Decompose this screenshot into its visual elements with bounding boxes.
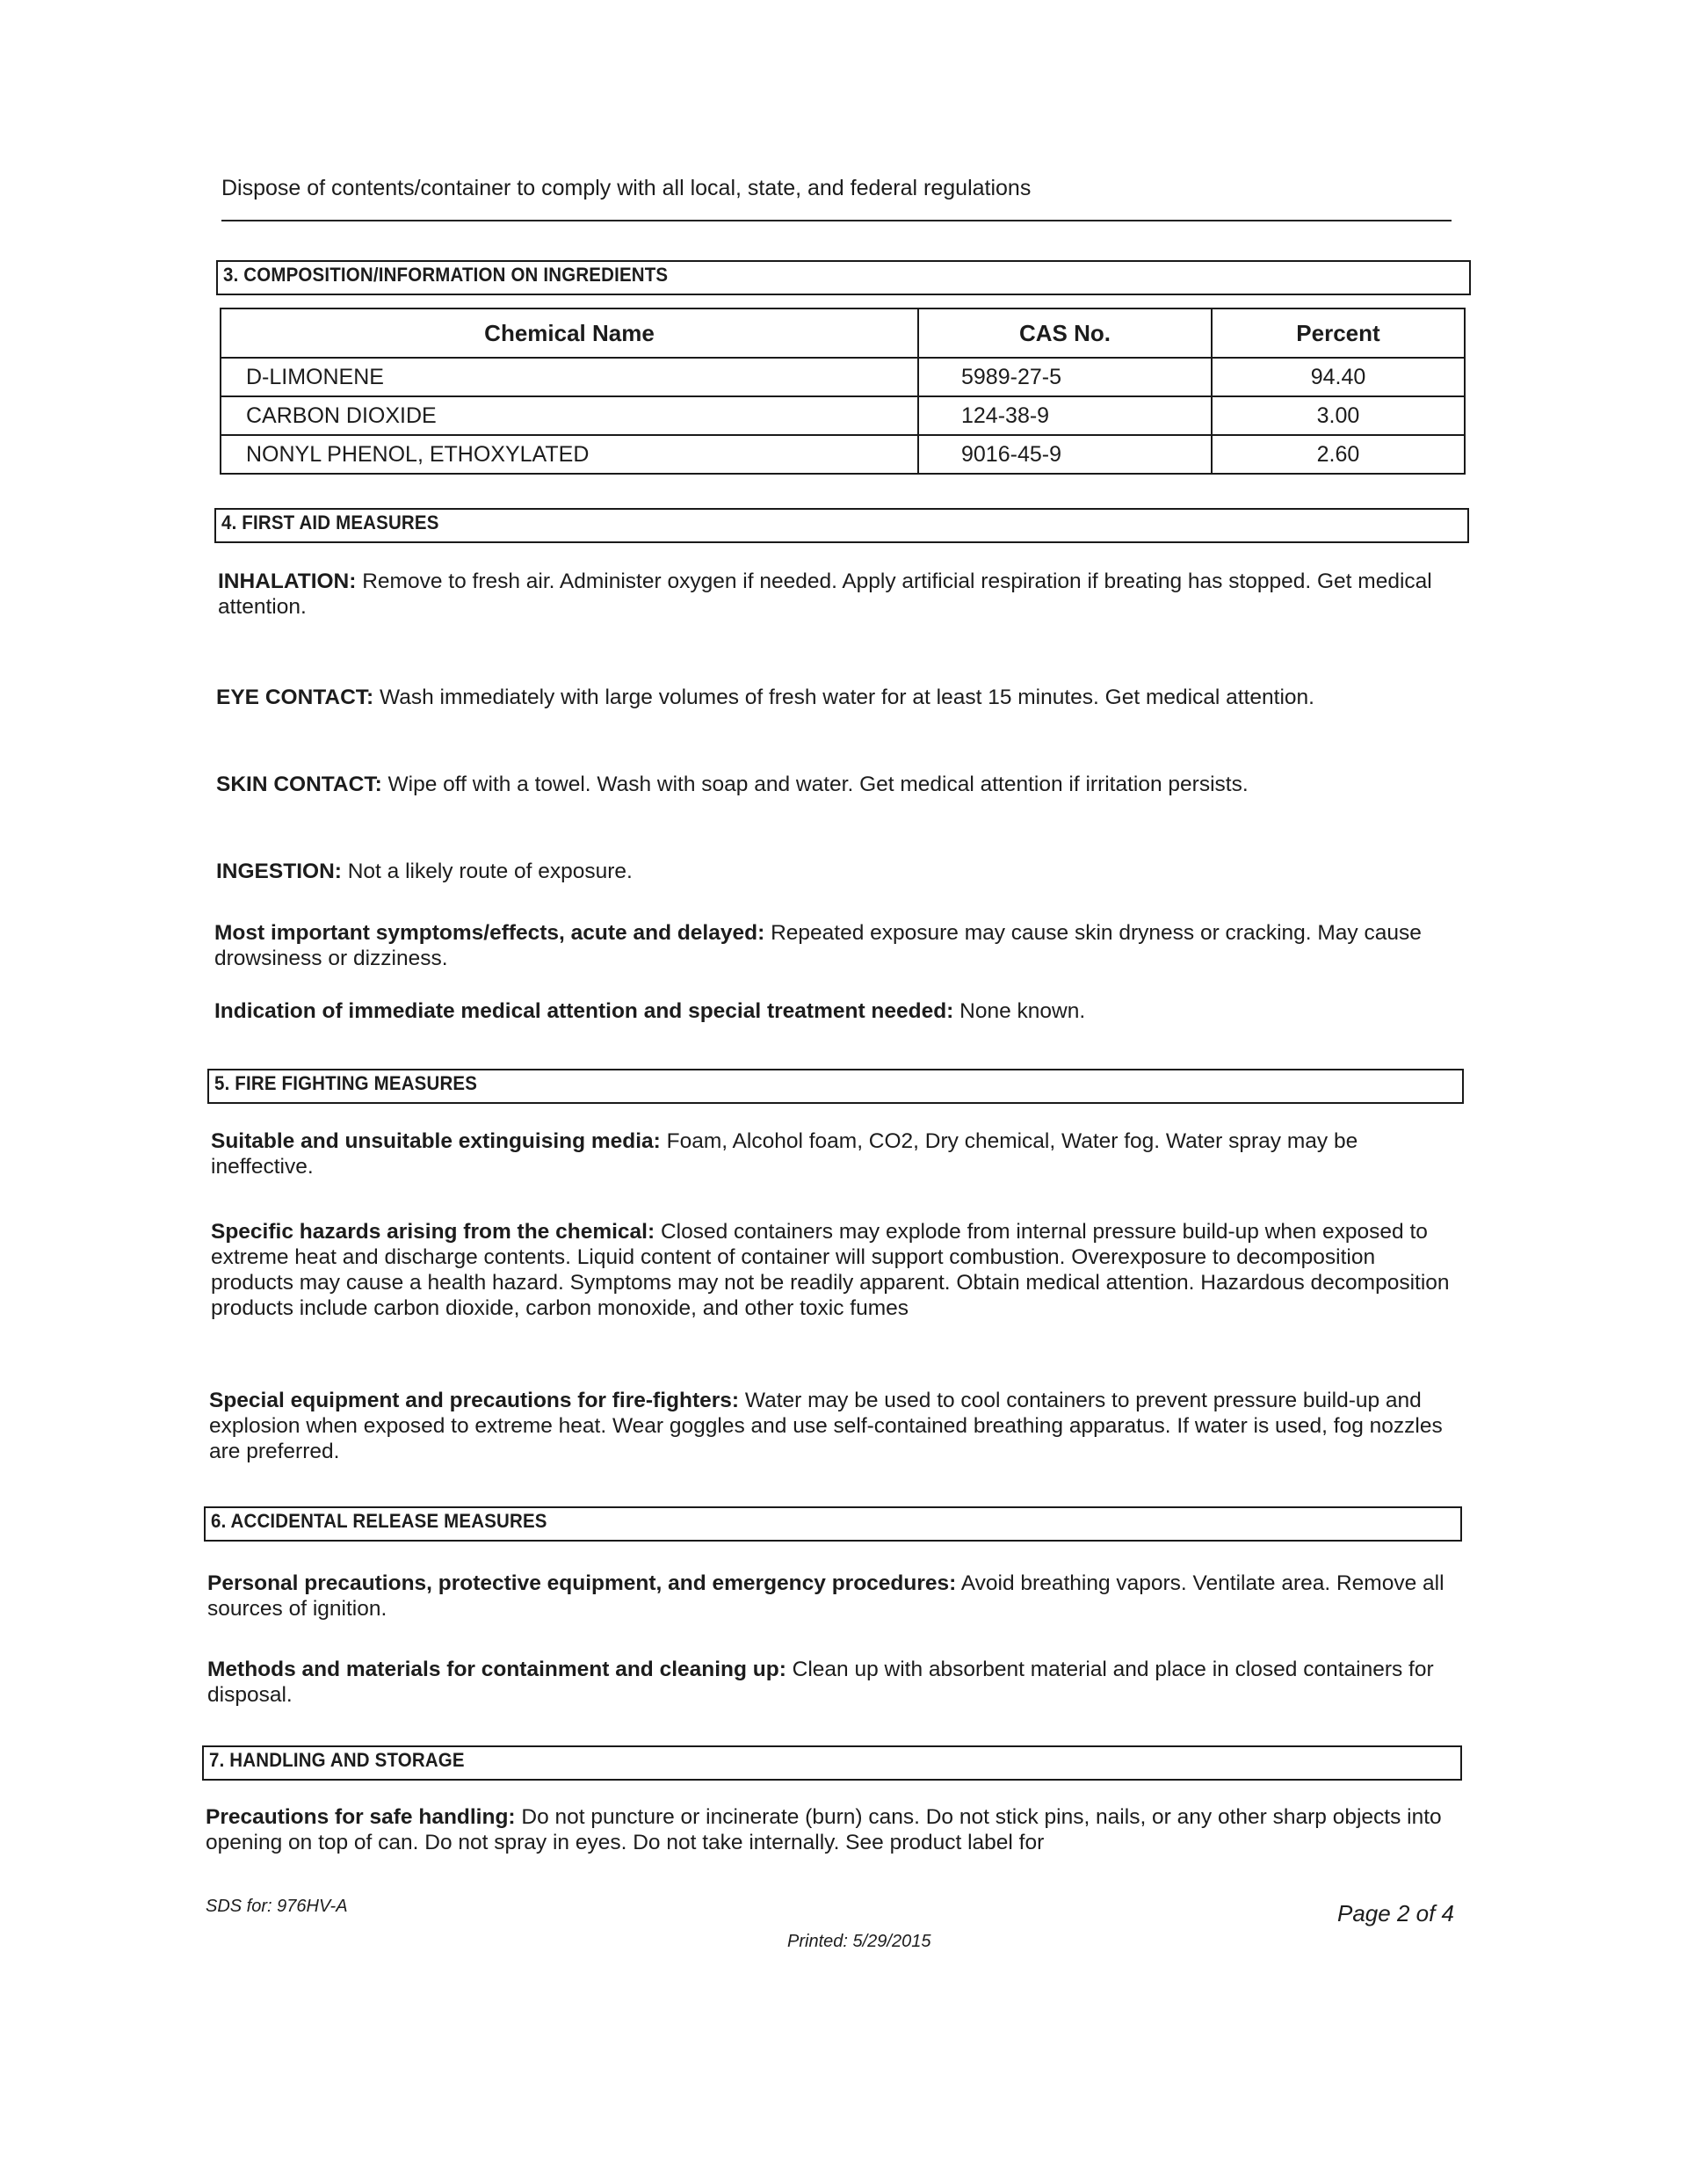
cas-number-cell: 9016-45-9 [918, 435, 1212, 474]
extinguishing-media-paragraph [211, 1128, 1459, 1179]
percent-cell: 3.00 [1212, 396, 1465, 435]
specific-hazards-text: Closed containers may explode from internal pressure build-up when exposed to extreme heat and discharge contents. Liquid content of container will support combustion. Overexposure to decomposition products may cause a health hazard. Symptoms may not be readily apparent. Obtain medical attention. Hazardous decomposition products include carbon dioxide, carbon monoxide, and other toxic fumes [211, 1220, 1450, 1320]
eye-contact-paragraph [216, 685, 1464, 710]
symptoms-paragraph [214, 920, 1462, 971]
column-header-cas-no: CAS No. [918, 308, 1212, 358]
ingestion-text: Not a likely route of exposure. [347, 860, 633, 883]
containment-methods-label: Methods and materials for containment and cleaning up: [207, 1658, 786, 1681]
section-3-header [216, 260, 1471, 295]
percent-cell: 2.60 [1212, 435, 1465, 474]
section-6-title: 6. ACCIDENTAL RELEASE MEASURES [211, 1510, 547, 1532]
specific-hazards-paragraph [211, 1219, 1459, 1321]
chemical-name-cell: CARBON DIOXIDE [221, 396, 918, 435]
section-4-header [214, 508, 1469, 543]
fire-fighter-equipment-label: Special equipment and precautions for fire-fighters: [209, 1389, 740, 1412]
containment-methods-text: Clean up with absorbent material and place in closed containers for disposal. [207, 1658, 1434, 1707]
dispose-statement: Dispose of contents/container to comply with all local, state, and federal regulations [221, 176, 1032, 200]
divider-rule [221, 220, 1452, 221]
specific-hazards-label: Specific hazards arising from the chemical: [211, 1220, 655, 1244]
inhalation-paragraph [218, 569, 1466, 620]
eye-contact-label: EYE CONTACT: [216, 686, 374, 709]
section-5-header [207, 1069, 1464, 1104]
percent-cell: 94.40 [1212, 358, 1465, 396]
section-6-header [204, 1506, 1462, 1542]
ingestion-paragraph [216, 859, 1464, 884]
skin-contact-paragraph [216, 772, 1464, 797]
containment-methods-paragraph [207, 1657, 1455, 1708]
inhalation-label: INHALATION: [218, 570, 357, 593]
skin-contact-label: SKIN CONTACT: [216, 773, 382, 796]
skin-contact-text: Wipe off with a towel. Wash with soap and water. Get medical attention if irritation persists. [387, 773, 1249, 796]
sds-product-code: SDS for: 976HV-A [206, 1897, 348, 1916]
personal-precautions-label: Personal precautions, protective equipment, and emergency procedures: [207, 1571, 957, 1595]
extinguishing-media-text: Foam, Alcohol foam, CO2, Dry chemical, Water fog. Water spray may be ineffective. [211, 1129, 1358, 1179]
cas-number-cell: 124-38-9 [918, 396, 1212, 435]
column-header-chemical-name: Chemical Name [221, 308, 918, 358]
cas-number-cell: 5989-27-5 [918, 358, 1212, 396]
printed-date: Printed: 5/29/2015 [787, 1932, 931, 1951]
section-4-title: 4. FIRST AID MEASURES [221, 512, 439, 533]
safe-handling-text: Do not puncture or incinerate (burn) cans. Do not stick pins, nails, or any other sharp objects into opening on top of can. Do not spray in eyes. Do not take internally. See product label for [206, 1805, 1442, 1854]
personal-precautions-text: Avoid breathing vapors. Ventilate area. Remove all sources of ignition. [207, 1571, 1444, 1621]
symptoms-text: Repeated exposure may cause skin dryness or cracking. May cause drowsiness or dizziness. [214, 921, 1422, 970]
indication-label: Indication of immediate medical attention and special treatment needed: [214, 999, 954, 1023]
column-header-percent: Percent [1212, 308, 1465, 358]
indication-text: None known. [959, 999, 1086, 1023]
inhalation-text: Remove to fresh air. Administer oxygen if needed. Apply artificial respiration if breating has stopped. Get medical attention. [218, 570, 1432, 619]
extinguishing-media-label: Suitable and unsuitable extinguising media: [211, 1129, 661, 1153]
symptoms-label: Most important symptoms/effects, acute and delayed: [214, 921, 765, 945]
indication-paragraph [214, 998, 1462, 1024]
chemical-name-cell: NONYL PHENOL, ETHOXYLATED [221, 435, 918, 474]
table-row [221, 435, 1465, 474]
fire-fighter-equipment-text: Water may be used to cool containers to prevent pressure build-up and explosion when exposed to extreme heat. Wear goggles and use self-contained breathing apparatus. If water is used, fog nozzles are preferred. [209, 1389, 1443, 1463]
ingestion-label: INGESTION: [216, 860, 342, 883]
page-number: Page 2 of 4 [1337, 1900, 1454, 1926]
table-row [221, 396, 1465, 435]
section-7-title: 7. HANDLING AND STORAGE [209, 1749, 465, 1771]
table-row [221, 358, 1465, 396]
safe-handling-label: Precautions for safe handling: [206, 1805, 516, 1829]
chemical-name-cell: D-LIMONENE [221, 358, 918, 396]
safe-handling-paragraph [206, 1804, 1453, 1855]
section-5-title: 5. FIRE FIGHTING MEASURES [214, 1072, 478, 1094]
personal-precautions-paragraph [207, 1571, 1455, 1622]
table-header-row [221, 308, 1465, 358]
eye-contact-text: Wash immediately with large volumes of fresh water for at least 15 minutes. Get medical attention. [380, 686, 1314, 709]
ingredients-table [220, 308, 1466, 475]
section-7-header [202, 1745, 1462, 1781]
fire-fighter-equipment-paragraph [209, 1388, 1457, 1464]
section-3-title: 3. COMPOSITION/INFORMATION ON INGREDIENTS [223, 264, 669, 286]
